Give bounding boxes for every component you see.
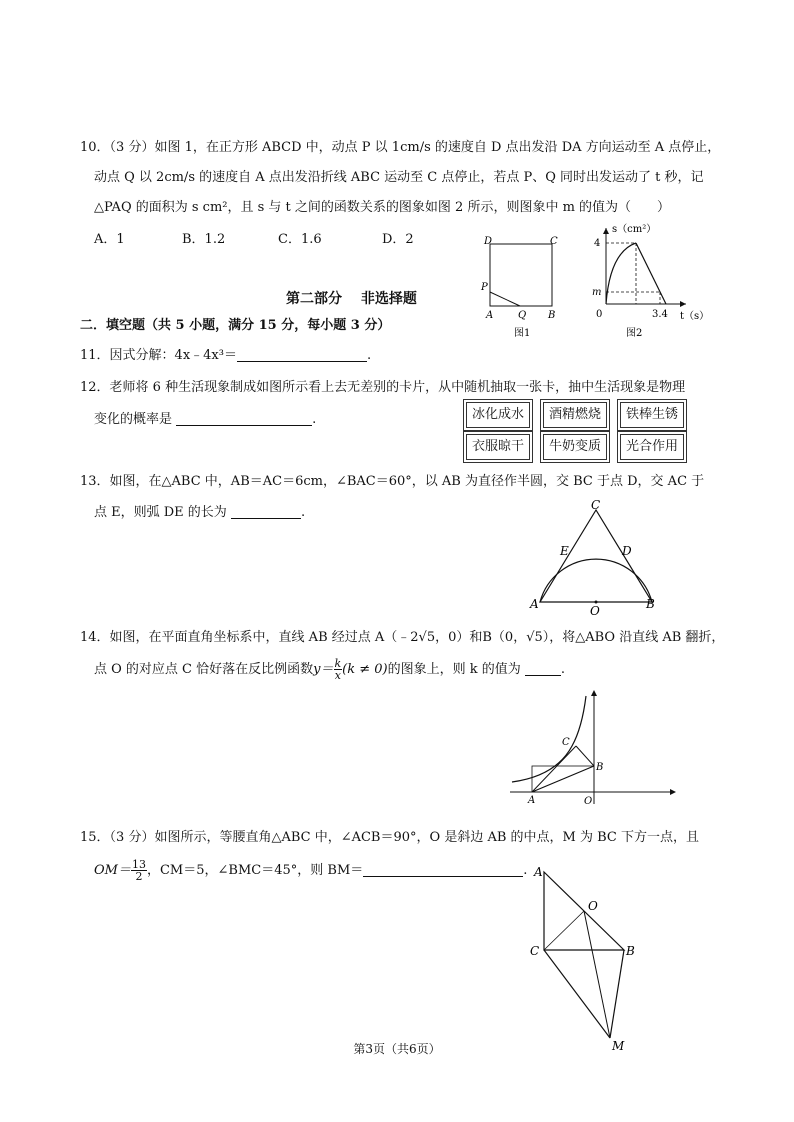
fig2-x-label: t（s） [680,311,710,322]
q15-segment-cm [544,950,610,1038]
q15-frac-num: 13 [131,858,146,871]
fig2-x-arrow [680,301,686,307]
q13-line2: 点 E，则弧 DE 的长为 [94,505,227,520]
q10-line2: 动点 Q 以 2cm/s 的速度自 A 点出发沿折线 ABC 运动至 C 点停止，若点 P、Q 同时出发运动了 t 秒，记 [94,170,704,185]
q15-label-a: A [534,865,543,879]
q10-line1: 10．（3 分）如图 1，在正方形 ABCD 中，动点 P 以 1cm/s 的速度自 D 点出发沿 DA 方向运动至 A 点停止， [80,140,721,155]
fig2-y-arrow [603,228,609,234]
fig2-curve [606,243,636,304]
q14-label-o: O [584,796,593,807]
q14-line2-b: 的图象上，则 k 的值为 [387,662,521,677]
page-footer: 第3页（共6页） [353,1042,441,1056]
q13-label-a: A [530,597,539,611]
q15-segment-bm [610,950,624,1038]
q10-option-b: B．1.2 [182,232,226,247]
part2-title: 第二部分 非选择题 [286,291,417,307]
q15-segment-om [584,911,610,1038]
q13-end: . [300,505,306,520]
card-5: 牛奶变质 [543,434,607,460]
q15-label-o: O [588,899,598,913]
q14-frac-num: k [334,657,342,670]
fig2-line [636,243,666,304]
q15-fraction [131,859,147,882]
q14-fn-cond: (k ≠ 0) [342,662,388,677]
q11-text: 11．因式分解：4x﹣4x³＝ [80,348,237,363]
fig1-label-c: C [550,236,558,247]
semicircle-ab [540,559,652,602]
q15-label-m: M [612,1039,625,1053]
card-3: 铁棒生锈 [620,402,684,428]
q14-end: . [560,662,566,677]
q13-label-b: B [646,597,655,611]
card-2: 酒精燃烧 [543,402,607,428]
q14-line2-a: 点 O 的对应点 C 恰好落在反比例函数 [94,662,314,677]
triangle-abc [540,510,652,602]
q11-answer-blank[interactable] [237,347,367,362]
q14-fraction [334,658,343,681]
q14-hyperbola [512,696,586,782]
q13-line1: 13．如图，在△ABC 中，AB＝AC＝6cm，∠BAC＝60°，以 AB 为直径作半圆，交 BC 于点 D，交 AC 于 [80,474,705,489]
q15-om: OM＝ [94,863,131,878]
q14-line-ab [532,766,594,792]
q10-figure-2 [586,222,716,344]
q14-line2 [94,656,565,684]
fig2-tick-34: 3.4 [652,309,668,320]
q14-line1: 14．如图，在平面直角坐标系中，直线 AB 经过点 A（﹣2√5，0）和B（0，√5），将△ABO 沿直线 AB 翻折， [80,630,725,645]
q12-line2-wrap [94,408,316,427]
q13-label-d: D [622,544,632,558]
q10-line3: △PAQ 的面积为 s cm²，且 s 与 t 之间的函数关系的图象如图 2 所示，则图象中 m 的值为（ ） [94,200,671,215]
q13-label-o: O [590,604,600,616]
q15-line1: 15．（3 分）如图所示，等腰直角△ABC 中，∠ACB＝90°，O 是斜边 AB 的中点，M 为 BC 下方一点，且 [80,830,699,845]
q11-end: . [366,348,372,363]
q15-figure [524,862,664,1054]
q15-frac-den: 2 [135,870,143,883]
fig2-origin: 0 [596,309,603,320]
q13-answer-blank[interactable] [231,504,301,519]
q14-answer-blank[interactable] [525,661,561,676]
q15-line2 [94,856,527,886]
fig1-label-d: D [484,236,493,247]
q14-label-c: C [562,737,570,748]
q12-answer-blank[interactable] [176,411,312,426]
fig2-tick-m: m [592,287,602,298]
section2-heading: 二．填空题（共 5 小题，满分 15 分，每小题 3 分） [80,318,391,333]
q10-option-c: C．1.6 [278,232,322,247]
card-1: 冰化成水 [466,402,530,428]
q13-line2-wrap [94,501,305,520]
fig2-caption: 图2 [626,328,643,339]
segment-pq [490,292,520,306]
fig1-label-a: A [486,310,494,321]
q14-y-arrow [591,690,597,696]
q14-fn: y＝ [313,662,334,677]
q15-segment-co [544,911,584,950]
fig1-label-b: B [548,310,556,321]
card-6: 光合作用 [620,434,684,460]
q15-label-c: C [530,944,540,958]
q14-segment-ac [532,746,576,792]
fig1-label-p: P [481,282,488,293]
q13-label-c: C [591,498,601,512]
q14-segment-cb [576,746,594,766]
q10-option-a: A．1 [94,232,125,247]
q14-label-b: B [596,762,604,773]
fig2-y-label: s（cm²） [612,224,657,235]
q15-answer-blank[interactable] [363,862,523,877]
card-4: 衣服晾干 [466,434,530,460]
q14-frac-den: x [334,669,341,682]
q15-rest: ，CM＝5，∠BMC＝45°，则 BM＝ [146,863,364,878]
q14-x-arrow [670,789,676,795]
q10-option-d: D．2 [382,232,414,247]
q10-figure-1 [478,232,568,342]
q12-end: . [312,412,317,427]
q11 [80,344,371,363]
q12-line2: 变化的概率是 [94,412,173,427]
q14-figure [506,688,682,808]
fig2-tick-4: 4 [594,238,601,249]
fig1-label-q: Q [518,310,527,321]
q14-label-a: A [528,795,536,806]
fig1-caption: 图1 [514,328,531,339]
q15-label-b: B [626,944,635,958]
q12-line1: 12．老师将 6 种生活现象制成如图所示看上去无差别的卡片，从中随机抽取一张卡，抽中生活现象是物理 [80,380,686,395]
q15-end: . [523,863,528,878]
q13-label-e: E [560,544,569,558]
q13-figure [528,498,668,616]
